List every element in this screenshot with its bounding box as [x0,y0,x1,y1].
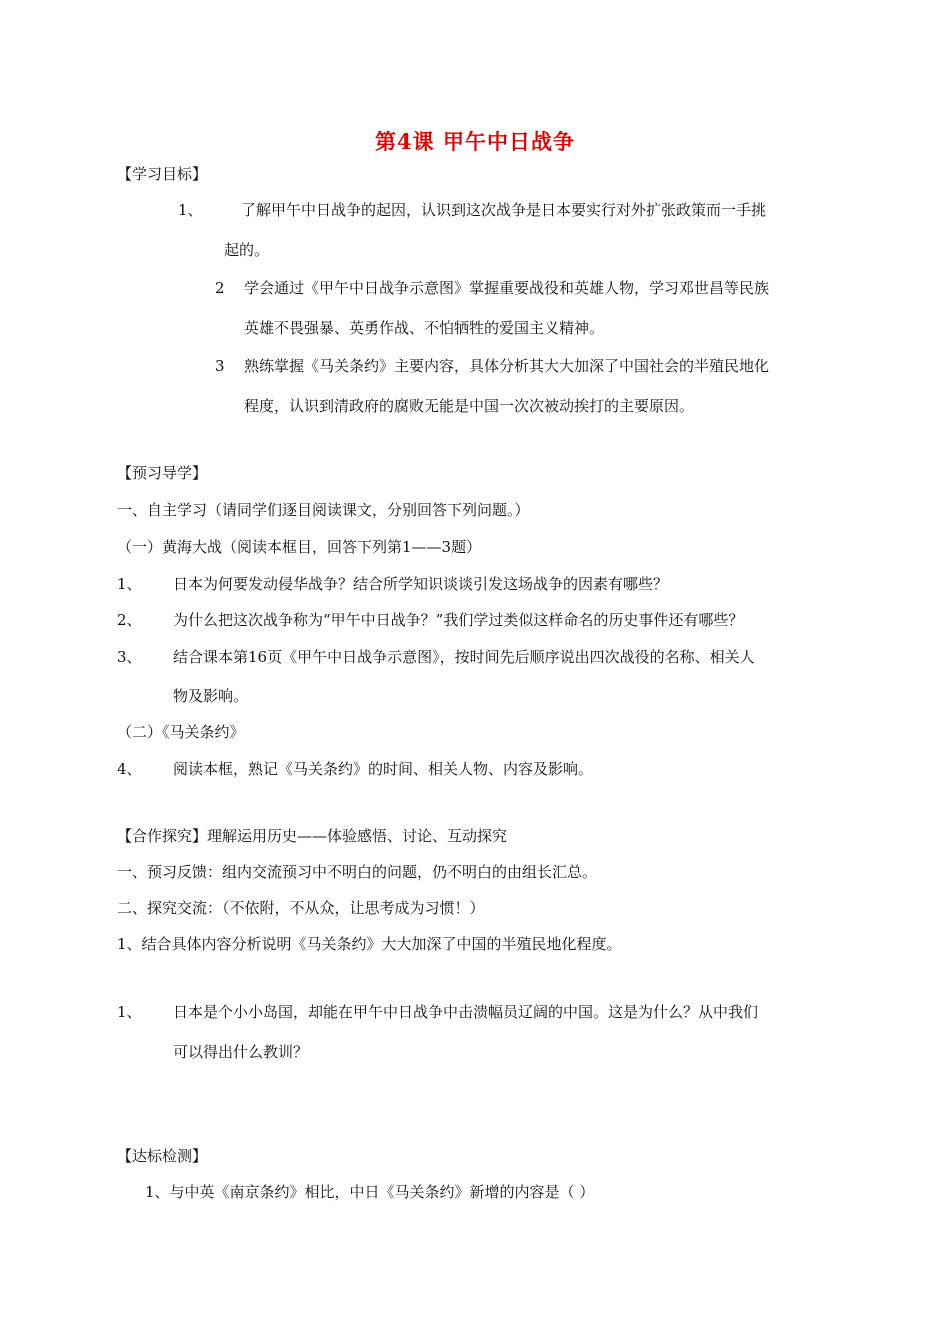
question-4-number: 4、 [117,760,142,778]
preview-heading: 【预习导学】 [117,464,208,482]
test-heading: 【达标检测】 [117,1147,208,1165]
coop-exchange: 二、探究交流：（不依附，不从众，让思考成为习惯！） [117,899,485,917]
coop-heading: 【合作探究】理解运用历史——体验感悟、讨论、互动探究 [117,827,508,845]
question-3-text-line1: 结合课本第16页《甲午中日战争示意图》，按时间先后顺序说出四次战役的名称、相关人 [173,648,755,666]
question-2-text: 为什么把这次战争称为“甲午中日战争？”我们学过类似这样命名的历史事件还有哪些？ [173,611,744,629]
preview-subheading-2: （二）《马关条约》 [117,723,245,741]
question-1-text: 日本为何要发动侵华战争？结合所学知识谈谈引发这场战争的因素有哪些？ [173,575,669,593]
coop-feedback: 一、预习反馈：组内交流预习中不明白的问题，仍不明白的由组长汇总。 [117,863,598,881]
preview-subheading-1: （一）黄海大战（阅读本框目，回答下列第1——3题） [117,538,482,556]
question-2-number: 2、 [117,611,142,629]
goal-1-text-line2: 起的。 [224,241,270,259]
question-4-text: 阅读本框，熟记《马关条约》的时间、相关人物、内容及影响。 [173,760,594,778]
question-3-text-line2: 物及影响。 [173,687,249,705]
goal-2-text-line1: 学会通过《甲午中日战争示意图》掌握重要战役和英雄人物，学习邓世昌等民族 [244,279,770,297]
coop-question-line1: 日本是个小小岛国，却能在甲午中日战争中击溃幅员辽阔的中国。这是为什么？从中我们 [173,1003,759,1021]
coop-question-line2: 可以得出什么教训？ [173,1043,309,1061]
test-question-1: 1、与中英《南京条约》相比，中日《马关条约》新增的内容是（ ） [145,1183,595,1201]
goal-2-number: 2 [215,279,225,297]
goal-1-text-line1: 了解甲午中日战争的起因，认识到这次战争是日本要实行对外扩张政策而一手挑 [241,201,767,219]
coop-question-number: 1、 [117,1003,142,1021]
goal-2-text-line2: 英雄不畏强暴、英勇作战、不怕牺牲的爱国主义精神。 [244,319,605,337]
question-1-number: 1、 [117,575,142,593]
goal-3-text-line2: 程度，认识到清政府的腐败无能是中国一次次被动挨打的主要原因。 [244,397,695,415]
goal-3-number: 3 [215,357,225,375]
goal-1-number: 1、 [178,201,203,219]
goal-3-text-line1: 熟练掌握《马关条约》主要内容，具体分析其大大加深了中国社会的半殖民地化 [244,357,770,375]
goals-heading: 【学习目标】 [117,165,208,183]
coop-item-1: 1、结合具体内容分析说明《马关条约》大大加深了中国的半殖民地化程度。 [117,935,622,953]
question-3-number: 3、 [117,648,142,666]
preview-intro: 一、自主学习（请同学们逐目阅读课文，分别回答下列问题。） [117,501,530,519]
page-title: 第4课 甲午中日战争 [375,129,575,154]
